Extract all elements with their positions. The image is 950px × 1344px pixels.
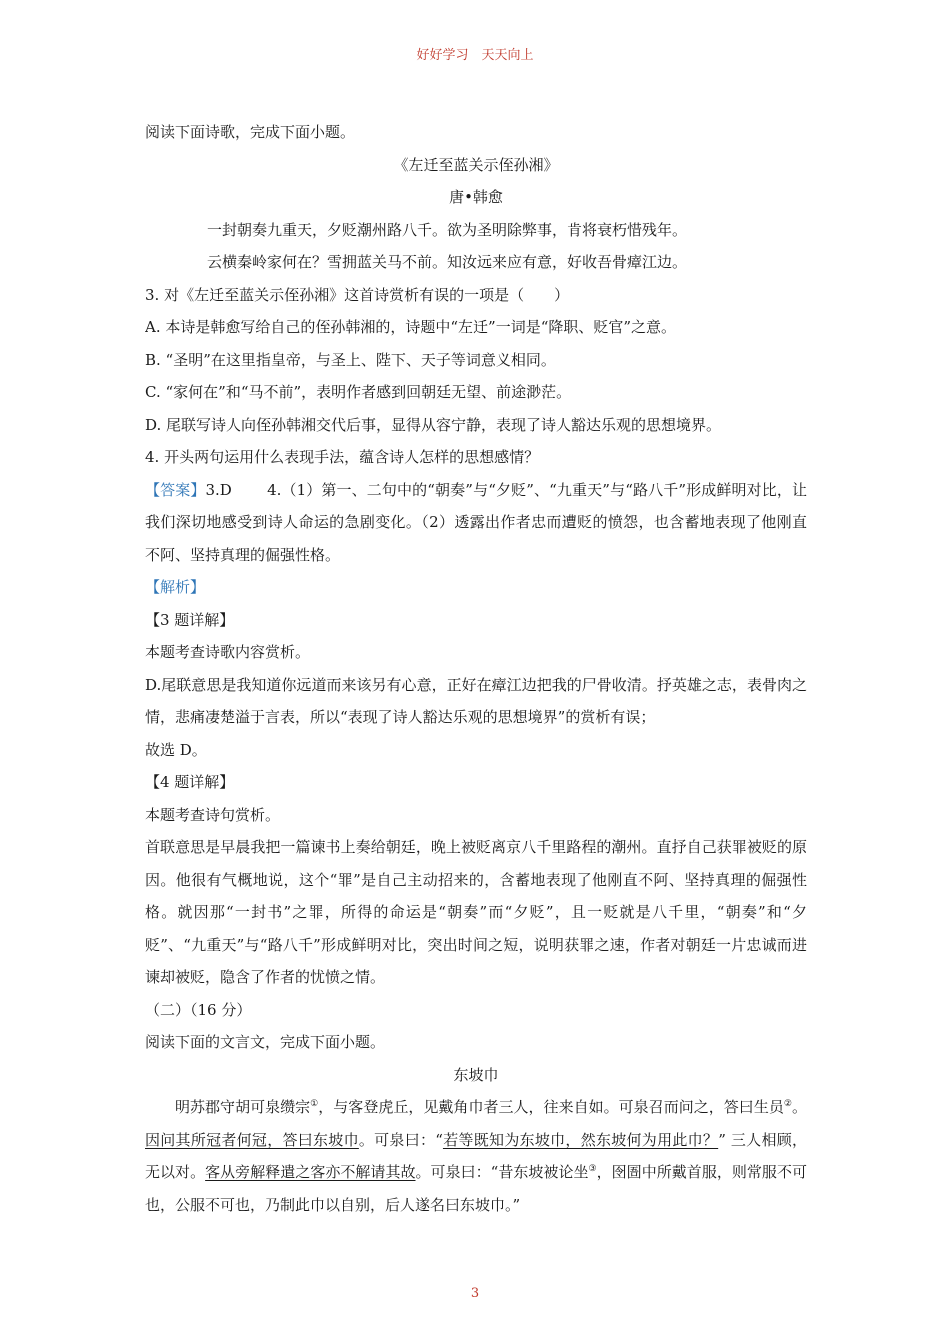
footnote-marker-2: ② (783, 1099, 792, 1109)
text-segment: ，与客登虎丘，见戴角巾者三人，往来自如。可泉召而问之，答曰生员 (318, 1098, 784, 1116)
text-segment: ，囹圄中所戴首服，则常服不可也，公服不可也，乃制此巾以自别，后人遂名曰东坡巾。” (145, 1163, 807, 1214)
detail-3-conclusion: 故选 D。 (145, 740, 207, 759)
poem-line-2: 云横秦岭家何在？雪拥蓝关马不前。知汝远来应有意，好收吾骨瘴江边。 (207, 253, 688, 271)
text-segment: ” 三人相顾，无以对。 (145, 1130, 808, 1181)
question-3-stem: 3. 对《左迁至蓝关示侄孙湘》这首诗赏析有误的一项是（ ） (145, 285, 570, 304)
classical-text-title: 东坡巾 (453, 1065, 499, 1084)
document-body (145, 116, 807, 1221)
poem-line-1: 一封朝奏九重天，夕贬潮州路八千。欲为圣明除弊事，肯将衰朽惜残年。 (207, 220, 688, 239)
detail-4-heading: 【4 题详解】 (145, 773, 235, 791)
underlined-sentence-1: 因问其所冠者何冠，答曰东坡巾 (145, 1130, 359, 1149)
page-header: 好好学习 天天向上 (416, 48, 534, 63)
answer-paragraph (145, 474, 807, 572)
detail-4-intro: 本题考查诗句赏析。 (145, 805, 281, 824)
classical-text-body (145, 1091, 807, 1221)
section-2-instruction: 阅读下面的文言文，完成下面小题。 (145, 1033, 386, 1051)
page-number: 3 (470, 1286, 480, 1301)
answer-text: 3.D 4.（1）第一、二句中的“朝奏”与“夕贬”、“九重天”与“路八千”形成鲜明对比，让我们深切地感受到诗人命运的急剧变化。（2）透露出作者忠而遭贬的愤怨，也含蓄地表现了他刚直不阿、坚持真理的倔强性格。 (145, 480, 807, 564)
text-segment: 。 (791, 1098, 807, 1116)
question-3-option-a: A. 本诗是韩愈写给自己的侄孙韩湘的，诗题中“左迁”一词是“降职、贬官”之意。 (145, 318, 677, 336)
question-3-option-b: B. “圣明”在这里指皇帝，与圣上、陛下、天子等词意义相同。 (145, 350, 556, 369)
detail-3-intro: 本题考查诗歌内容赏析。 (145, 643, 311, 661)
section-2-label: （二）（16 分） (145, 1000, 252, 1019)
question-4-stem: 4. 开头两句运用什么表现手法，蕴含诗人怎样的思想感情？ (145, 448, 540, 466)
text-segment: 。可泉曰：“昔东坡被论坐 (415, 1163, 589, 1181)
analysis-tag: 【解析】 (145, 578, 206, 596)
question-3-option-d: D. 尾联写诗人向侄孙韩湘交代后事，显得从容宁静，表现了诗人豁达乐观的思想境界。 (145, 415, 722, 434)
footnote-marker-1: ① (310, 1099, 319, 1109)
underlined-sentence-3: 客从旁解释遣之客亦不解请其故 (205, 1163, 416, 1181)
detail-4-body: 首联意思是早晨我把一篇谏书上奏给朝廷，晚上被贬离京八千里路程的潮州。直抒自己获罪被贬的原因。他很有气概地说，这个“罪”是自己主动招来的，含蓄地表现了他刚直不阿、坚持真理的倔强性格。就因那“一封书”之罪，所得的命运是“朝奏”而“夕贬”，且一贬就是八千里，“朝奏”和“夕贬”、“九重天”与“路八千”形成鲜明对比，突出时间之短，说明获罪之速，作者对朝廷一片忠诚而进谏却被贬，隐含了作者的忧愤之情。 (145, 838, 807, 986)
text-segment: 。可泉曰：“ (358, 1130, 443, 1149)
detail-3-body: D.尾联意思是我知道你远道而来该另有心意，正好在瘴江边把我的尸骨收清。抒英雄之志，表骨肉之情，悲痛凄楚溢于言表，所以“表现了诗人豁达乐观的思想境界”的赏析有误； (145, 675, 807, 726)
poem-author: 唐•韩愈 (449, 188, 503, 206)
answer-tag: 【答案】 (145, 480, 206, 499)
footnote-marker-3: ③ (588, 1164, 597, 1174)
underlined-sentence-2: 若等既知为东坡巾，然东坡何为用此巾？ (442, 1130, 719, 1149)
poem-instruction: 阅读下面诗歌，完成下面小题。 (145, 123, 356, 141)
poem-title: 《左迁至蓝关示侄孙湘》 (393, 155, 559, 174)
question-3-option-c: C. “家何在”和“马不前”，表明作者感到回朝廷无望、前途渺茫。 (145, 383, 572, 401)
detail-3-heading: 【3 题详解】 (145, 610, 235, 629)
text-segment: 明苏郡守胡可泉缵宗 (175, 1098, 311, 1116)
